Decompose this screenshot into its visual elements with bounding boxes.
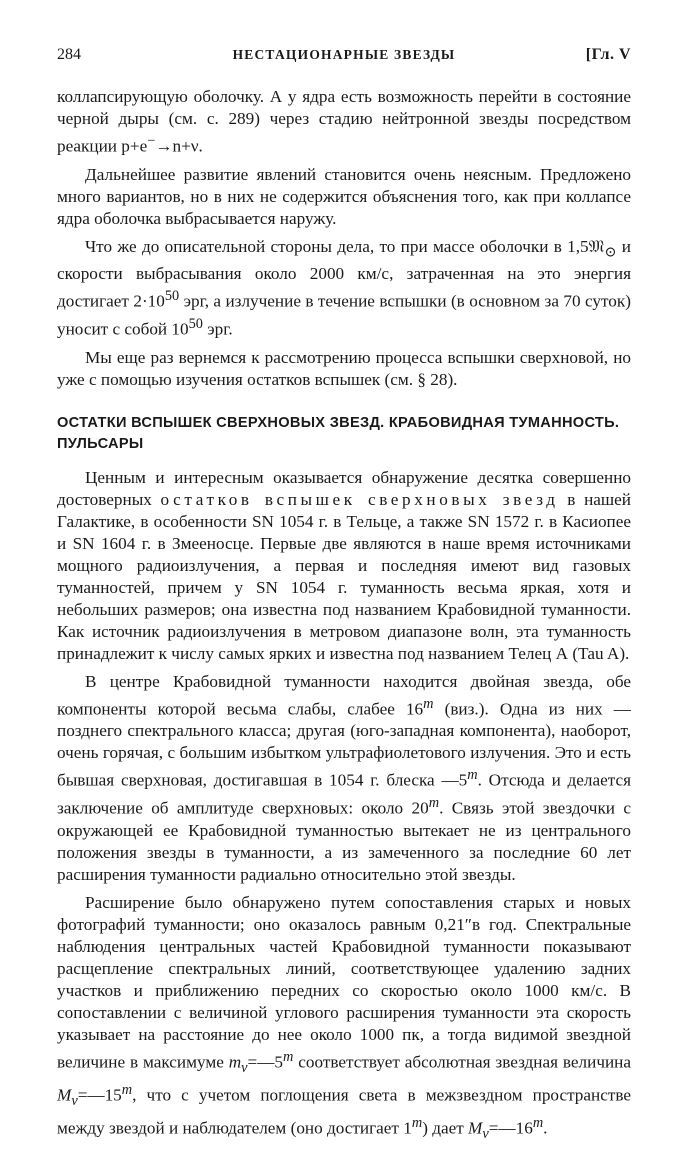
main-text — [57, 86, 631, 1145]
paragraph: В центре Крабовидной туманности находится двойная звезда, обе компоненты которой весьма слабы, слабее 16$^m$ (виз.). Одна из них — позднего спектрального класса; другая (юго-западная компонента), наоборот, очень горячая, с большим избытком ультрафиолетового излучения. Это и есть бывшая сверхновая, достигавшая в 1054 г. блеска —5$^m$. Отсюда и делается заключение об амплитуде сверхновых: около 20$^m$. Связь этой звездочки с окружающей ее Крабовидной туманностью вытекает не из центрального положения звезды в туманности, а из замеченного за последние 60 лет расширения туманности радиально относительно этой звезды. — [57, 671, 632, 884]
running-title: НЕСТАЦИОНАРНЫЕ ЗВЕЗДЫ — [232, 47, 456, 62]
paragraph: Дальнейшее развитие явлений становится очень неясным. Предложено много вариантов, но в них не содержится объяснения того, как при коллапсе ядра оболочка выбрасывается наружу. — [57, 164, 631, 228]
page-number: 284 — [57, 46, 81, 63]
paragraph: Мы еще раз вернемся к рассмотрению процесса вспышки сверхновой, но уже с помощью изучения остатков вспышек (см. § 28). — [57, 347, 631, 389]
paragraph: Что же до описательной стороны дела, то при массе оболочки в 1,5𝔐$_⊙$ и скорости выбрасывания около 2000 км/с, затраченная на это энергия достигает $2\cdot 10^{50}$ эрг, а излучение в течение вспышки (в основном за 70 суток) уносит с собой $10^{50}$ эрг. — [57, 236, 631, 339]
page-header — [57, 40, 631, 64]
paragraph-continuation: коллапсирующую оболочку. А у ядра есть возможность перейти в состояние черной дыры (см. с. 289) через стадию нейтронной звезды посредством реакции р+е−→n+ν. — [57, 87, 631, 156]
chapter-label: [Гл. V — [585, 46, 631, 63]
paragraph: Расширение было обнаружено путем сопоставления старых и новых фотографий туманности; оно оказалось равным 0,21″в год. Спектральные наблюдения центральных частей Крабовидной туманности показывают расщепление спектральных линий, соответствующее удалению задних участков и приближению передних со скоростью около 1000 км/с. В сопоставлении с величиной углового расширения туманности эта скорость указывает на расстояние до нее около 1000 пк, а тогда видимой звездной величине в максимуме $m_v=—5^m$ соответствует абсолютная звездная величина $M_v=—15^m$, что с учетом поглощения света в межзвездном пространстве между звездой и наблюдателем (оно достигает 1$^m$) дает $M_v=—16^m$. — [57, 892, 631, 1143]
section-heading: ОСТАТКИ ВСПЫШЕК СВЕРХНОВЫХ ЗВЕЗД. КРАБОВИДНАЯ ТУМАННОСТЬ. ПУЛЬСАРЫ — [57, 414, 620, 452]
paragraph: Ценным и интересным оказывается обнаружение десятка совершенно достоверных остатков вспышек сверхновых звезд в нашей Галактике, в особенности SN 1054 г. в Тельце, а также SN 1572 г. в Касиопее и SN 1604 г. в Змееносце. Первые две являются в наше время источниками мощного радиоизлучения, а первая и последняя имеют вид газовых туманностей, причем у SN 1054 г. туманность весьма яркая, хотя и небольших размеров; она известна под названием Крабовидной туманности. Как источник радиоизлучения в метровом диапазоне волн, эта туманность принадлежит к числу самых ярких и известна под названием Телец А (Tau A). — [57, 467, 631, 663]
book-page — [57, 40, 631, 1151]
spaced-emphasis: остатков вспышек сверхновых звезд — [160, 489, 559, 509]
